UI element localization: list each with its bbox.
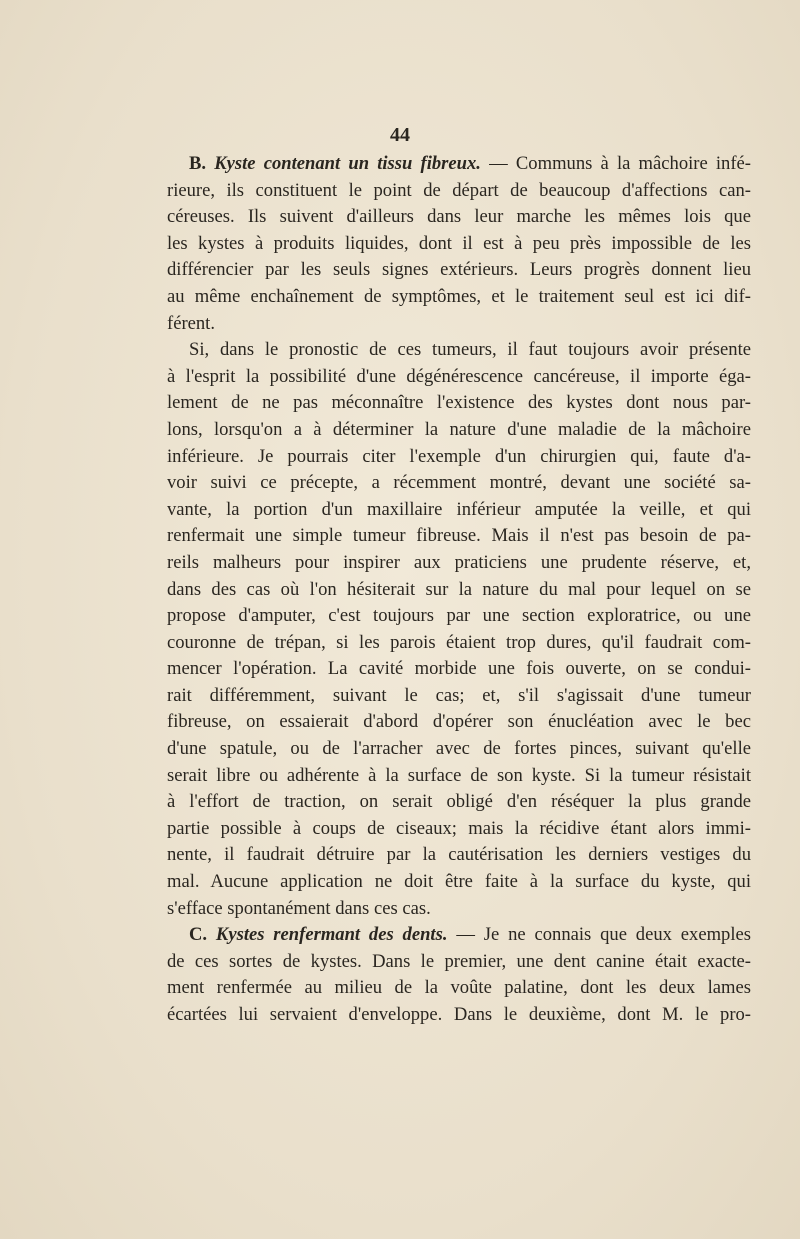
text-line: à l'effort de traction, on serait obligé d'en réséquer la plus grande <box>167 791 751 813</box>
text-line: dans des cas où l'on hésiterait sur la nature du mal pour lequel on se <box>167 578 751 600</box>
text-line: renfermait une simple tumeur fibreuse. Mais il n'est pas besoin de pa- <box>167 525 751 547</box>
text-line: propose d'amputer, c'est toujours par une section exploratrice, ou une <box>167 605 751 627</box>
text-line: écartées lui servaient d'enveloppe. Dans le deuxième, dont M. le pro- <box>167 1004 751 1025</box>
text-line: rieure, ils constituent le point de départ de beaucoup d'affections can- <box>167 179 751 201</box>
text-line: serait libre ou adhérente à la surface de son kyste. Si la tumeur résistait <box>167 764 751 786</box>
text-line: C. Kystes renfermant des dents. — Je ne connais que deux exemples <box>189 924 751 946</box>
text-line: nente, il faudrait détruire par la cautérisation les derniers vestiges du <box>167 844 751 866</box>
text-line: mencer l'opération. La cavité morbide une fois ouverte, on se condui- <box>167 658 751 680</box>
text-line: Si, dans le pronostic de ces tumeurs, il faut toujours avoir présente <box>189 339 751 361</box>
text-line: reils malheurs pour inspirer aux praticiens une prudente réserve, et, <box>167 551 751 573</box>
text-line: mal. Aucune application ne doit être faite à la surface du kyste, qui <box>167 871 751 893</box>
section-label: B. <box>189 153 207 174</box>
section-label: C. <box>189 924 208 946</box>
text-line: lement de ne pas méconnaître l'existence des kystes dont nous par- <box>167 392 751 414</box>
text-line: les kystes à produits liquides, dont il est à peu près impossible de les <box>167 232 751 254</box>
text-line: d'une spatule, ou de l'arracher avec de fortes pinces, suivant qu'elle <box>167 738 751 760</box>
text-line: vante, la portion d'un maxillaire inférieur amputée la veille, et qui <box>167 498 751 520</box>
text-line: de ces sortes de kystes. Dans le premier, une dent canine était exacte- <box>167 950 751 972</box>
section-heading: Kystes renfermant des dents. <box>215 924 448 946</box>
text-line: fibreuse, on essaierait d'abord d'opérer son énucléation avec le bec <box>167 711 751 733</box>
text-line: céreuses. Ils suivent d'ailleurs dans leur marche les mêmes lois que <box>167 206 751 228</box>
text-line: différencier par les seuls signes extérieurs. Leurs progrès donnent lieu <box>167 259 751 281</box>
text-line: rait différemment, suivant le cas; et, s'il s'agissait d'une tumeur <box>167 684 751 706</box>
section-heading: Kyste contenant un tissu fibreux. <box>214 153 481 174</box>
text-line: férent. <box>167 312 216 334</box>
text-line: inférieure. Je pourrais citer l'exemple d'un chirurgien qui, faute d'a- <box>167 445 751 467</box>
page-number: 44 <box>390 124 410 146</box>
body-text <box>167 151 751 1029</box>
text-line: s'efface spontanément dans ces cas. <box>167 897 431 919</box>
text-line: B. Kyste contenant un tissu fibreux. — Communs à la mâchoire infé- <box>189 153 751 174</box>
text-line: ment renfermée au milieu de la voûte palatine, dont les deux lames <box>167 977 751 999</box>
text-line: au même enchaînement de symptômes, et le traitement seul est ici dif- <box>167 285 751 307</box>
text-line: couronne de trépan, si les parois étaient trop dures, qu'il faudrait com- <box>167 631 751 653</box>
text-line: voir suivi ce précepte, a récemment montré, devant une société sa- <box>167 472 751 494</box>
text-line: partie possible à coups de ciseaux; mais la récidive étant alors immi- <box>167 817 751 839</box>
text-line: lons, lorsqu'on a à déterminer la nature d'une maladie de la mâchoire <box>167 418 751 440</box>
text-line: à l'esprit la possibilité d'une dégénérescence cancéreuse, il importe éga- <box>167 365 751 387</box>
